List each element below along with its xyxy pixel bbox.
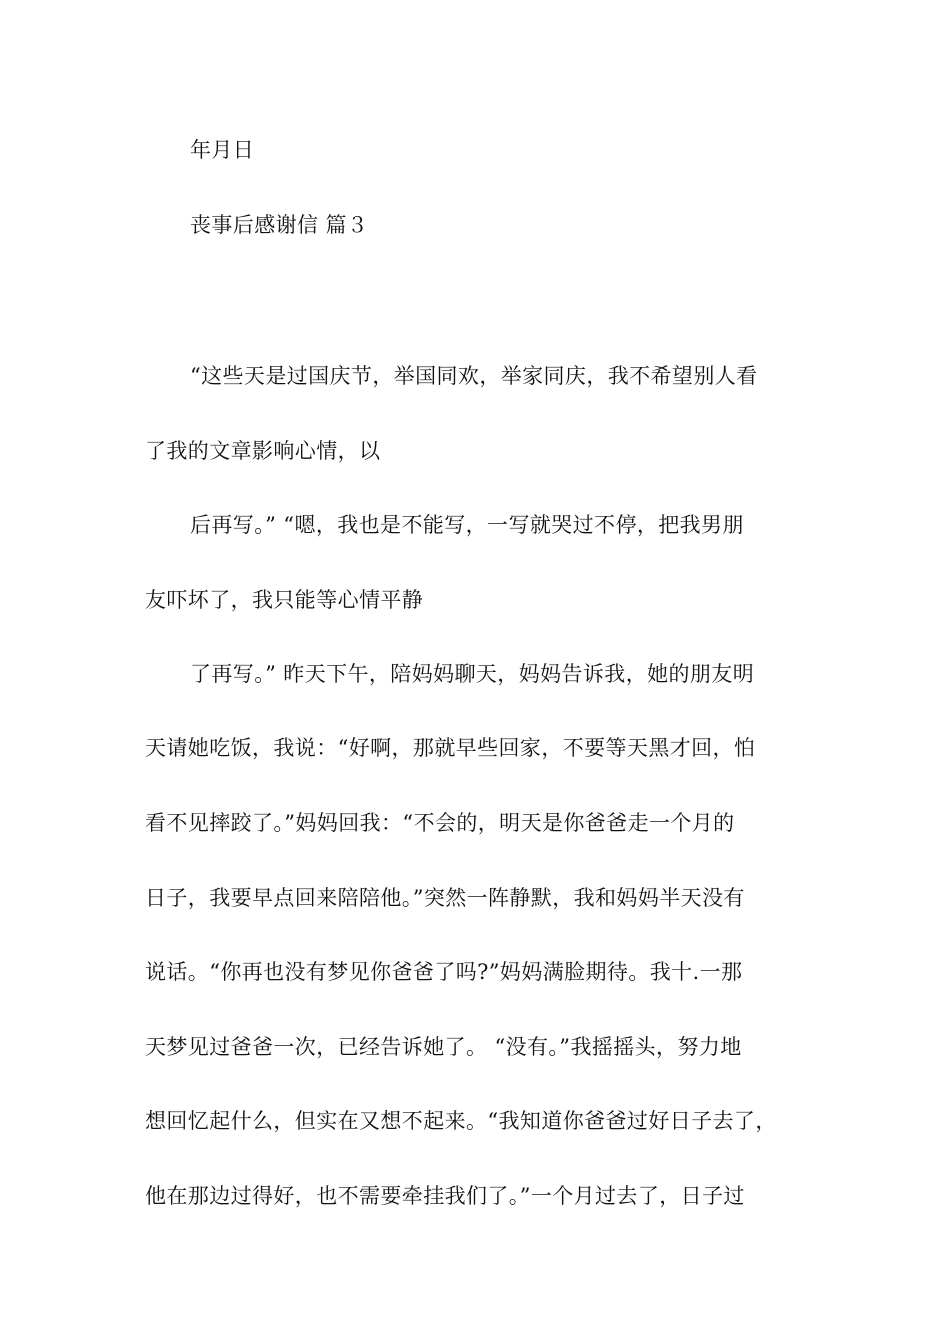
paragraph-line: 了再写。” 昨天下午，陪妈妈聊天，妈妈告诉我，她的朋友明 [190, 662, 755, 686]
section-heading: 丧事后感谢信 篇３ [190, 213, 369, 237]
paragraph-line: 后再写。” “嗯，我也是不能写，一写就哭过不停，把我男朋 [190, 513, 744, 537]
paragraph-line: 他在那边过得好，也不需要牵挂我们了。”一个月过去了，日子过 [145, 1184, 745, 1208]
paragraph-line: 说话。“你再也没有梦见你爸爸了吗?”妈妈满脸期待。我十.一那 [145, 960, 743, 984]
paragraph-line: 天请她吃饭，我说：“好啊，那就早些回家，不要等天黑才回，怕 [145, 736, 756, 760]
date-line: 年月日 [190, 138, 255, 162]
paragraph-line: 了我的文章影响心情，以 [145, 439, 381, 463]
paragraph-line: 天梦见过爸爸一次，已经告诉她了。 “没有。”我摇摇头，努力地 [145, 1035, 742, 1059]
paragraph-line: 想回忆起什么，但实在又想不起来。“我知道你爸爸过好日子去了， [145, 1109, 777, 1133]
paragraph-line: “这些天是过国庆节，举国同欢，举家同庆，我不希望别人看 [190, 364, 758, 388]
paragraph-line: 友吓坏了，我只能等心情平静 [145, 588, 424, 612]
paragraph-line: 看不见摔跤了。”妈妈回我：“不会的，明天是你爸爸走一个月的 [145, 811, 735, 835]
paragraph-line: 日子，我要早点回来陪陪他。”突然一阵静默，我和妈妈半天没有 [145, 886, 745, 910]
